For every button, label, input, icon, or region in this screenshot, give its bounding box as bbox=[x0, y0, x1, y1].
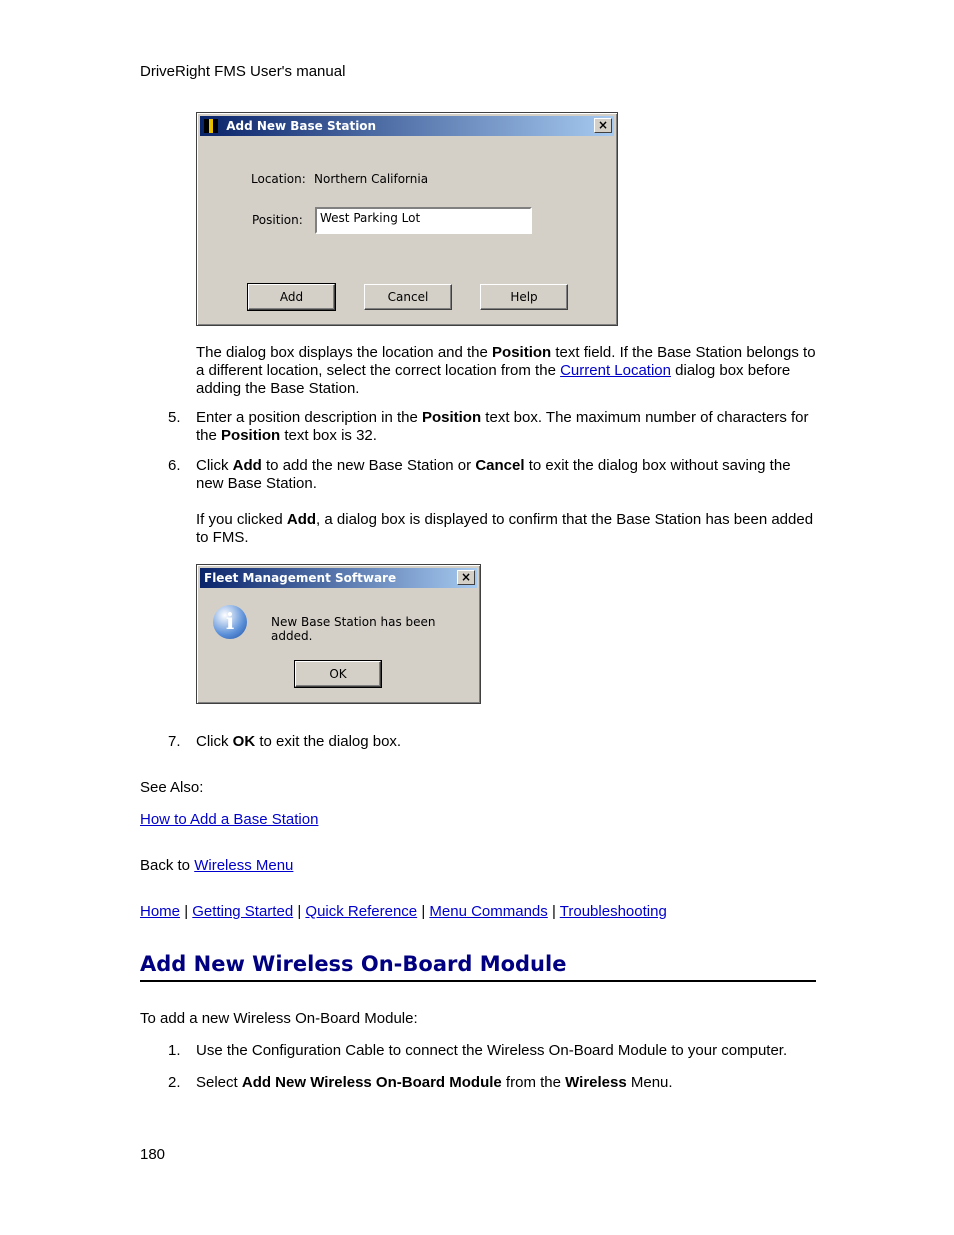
home-link[interactable]: Home bbox=[140, 903, 181, 920]
step-7-text: Click OK to exit the dialog box. bbox=[196, 733, 402, 750]
back-to-line: Back to Wireless Menu bbox=[140, 857, 294, 874]
quick-reference-link[interactable]: Quick Reference bbox=[305, 903, 418, 920]
confirm-dialog bbox=[196, 564, 481, 704]
how-to-add-base-station-link[interactable]: How to Add a Base Station bbox=[140, 811, 319, 828]
section-heading: Add New Wireless On-Board Module bbox=[140, 952, 816, 982]
running-header: DriveRight FMS User's manual bbox=[140, 63, 346, 80]
current-location-link[interactable]: Current Location bbox=[560, 362, 671, 379]
page-number: 180 bbox=[140, 1146, 166, 1163]
menu-commands-link[interactable]: Menu Commands bbox=[429, 903, 548, 920]
section-step-1-text: Use the Configuration Cable to connect the Wireless On-Board Module to your computer. bbox=[196, 1042, 788, 1059]
confirm-description: If you clicked Add, a dialog box is displayed to confirm that the Base Station has been added to FMS. bbox=[196, 511, 814, 546]
info-icon: i bbox=[213, 605, 247, 639]
section-step-2-text: Select Add New Wireless On-Board Module from the Wireless Menu. bbox=[196, 1074, 673, 1091]
step-number: 1. bbox=[168, 1042, 181, 1059]
cancel-button[interactable]: Cancel bbox=[364, 284, 452, 310]
help-button[interactable]: Help bbox=[480, 284, 568, 310]
section-intro: To add a new Wireless On-Board Module: bbox=[140, 1010, 418, 1027]
add-base-station-dialog bbox=[196, 112, 618, 326]
close-icon[interactable]: × bbox=[457, 570, 475, 585]
dialog-titlebar bbox=[200, 116, 614, 136]
dialog-title: Fleet Management Software bbox=[204, 571, 397, 585]
step-6-text: Click Add to add the new Base Station or Cancel to exit the dialog box without saving the new Base Station. bbox=[196, 457, 791, 492]
getting-started-link[interactable]: Getting Started bbox=[192, 903, 294, 920]
add-button[interactable]: Add bbox=[248, 284, 335, 310]
wireless-menu-link[interactable]: Wireless Menu bbox=[194, 857, 294, 874]
troubleshooting-link[interactable]: Troubleshooting bbox=[559, 903, 667, 920]
location-label: Location: bbox=[251, 172, 306, 186]
confirm-message: New Base Station has been added. bbox=[271, 615, 436, 643]
position-input[interactable]: West Parking Lot bbox=[315, 207, 532, 234]
step-number: 6. bbox=[168, 457, 181, 474]
app-icon bbox=[204, 119, 218, 133]
ok-button[interactable]: OK bbox=[295, 661, 381, 687]
dialog-description: The dialog box displays the location and the Position text field. If the Base Station belongs to a different location, select the correct location from the Current Location dialog box before adding the Base Station. bbox=[196, 344, 816, 397]
step-number: 2. bbox=[168, 1074, 181, 1091]
step-number: 7. bbox=[168, 733, 181, 750]
location-value: Northern California bbox=[314, 172, 429, 186]
nav-links: Home | Getting Started | Quick Reference | Menu Commands | Troubleshooting bbox=[140, 903, 667, 920]
position-label: Position: bbox=[252, 213, 303, 227]
step-5-text: Enter a position description in the Position text box. The maximum number of characters for the Position text box is 32. bbox=[196, 409, 809, 444]
dialog-titlebar bbox=[200, 568, 477, 588]
close-icon[interactable]: × bbox=[594, 118, 612, 133]
dialog-title: Add New Base Station bbox=[226, 119, 377, 133]
see-also-label: See Also: bbox=[140, 779, 204, 796]
step-number: 5. bbox=[168, 409, 181, 426]
